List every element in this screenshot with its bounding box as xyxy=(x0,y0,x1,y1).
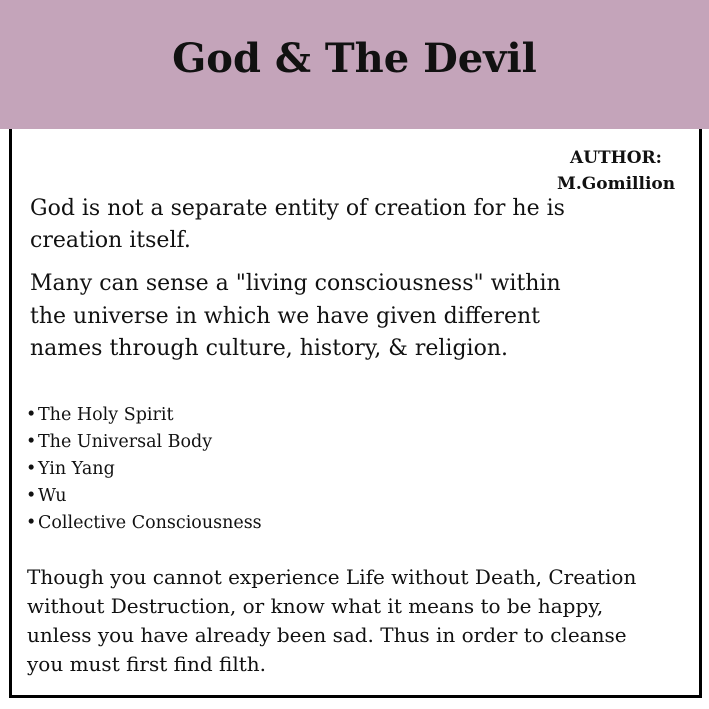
author-block xyxy=(557,145,675,197)
bullet-marker: • xyxy=(26,486,37,506)
list-item-text: Collective Consciousness xyxy=(38,513,262,533)
list-item xyxy=(26,402,262,429)
list-item xyxy=(26,456,262,483)
names-list xyxy=(26,402,262,537)
bullet-marker: • xyxy=(26,432,37,452)
closing-paragraph: Though you cannot experience Life without Death, Creation without Destruction, or know what it means to be happy, unless you have already been sad. Thus in order to cleanse you must first find filth. xyxy=(27,565,637,676)
author-label: AUTHOR: xyxy=(570,148,662,168)
list-item xyxy=(26,510,262,537)
bullet-marker: • xyxy=(26,513,37,533)
intro-paragraph: God is not a separate entity of creation for he is creation itself. xyxy=(30,196,565,253)
consciousness-paragraph: Many can sense a "living consciousness" within the universe in which we have given different names through culture, history, & religion. xyxy=(30,271,561,361)
page-title: God & The Devil xyxy=(172,35,537,82)
list-item-text: Yin Yang xyxy=(38,459,115,479)
bullet-marker: • xyxy=(26,459,37,479)
list-item xyxy=(26,483,262,510)
list-item-text: Wu xyxy=(38,486,67,506)
bullet-marker: • xyxy=(26,405,37,425)
author-name: M.Gomillion xyxy=(557,174,676,194)
title-banner xyxy=(0,0,709,129)
list-item-text: The Holy Spirit xyxy=(38,405,174,425)
list-item-text: The Universal Body xyxy=(38,432,213,452)
list-item xyxy=(26,429,262,456)
